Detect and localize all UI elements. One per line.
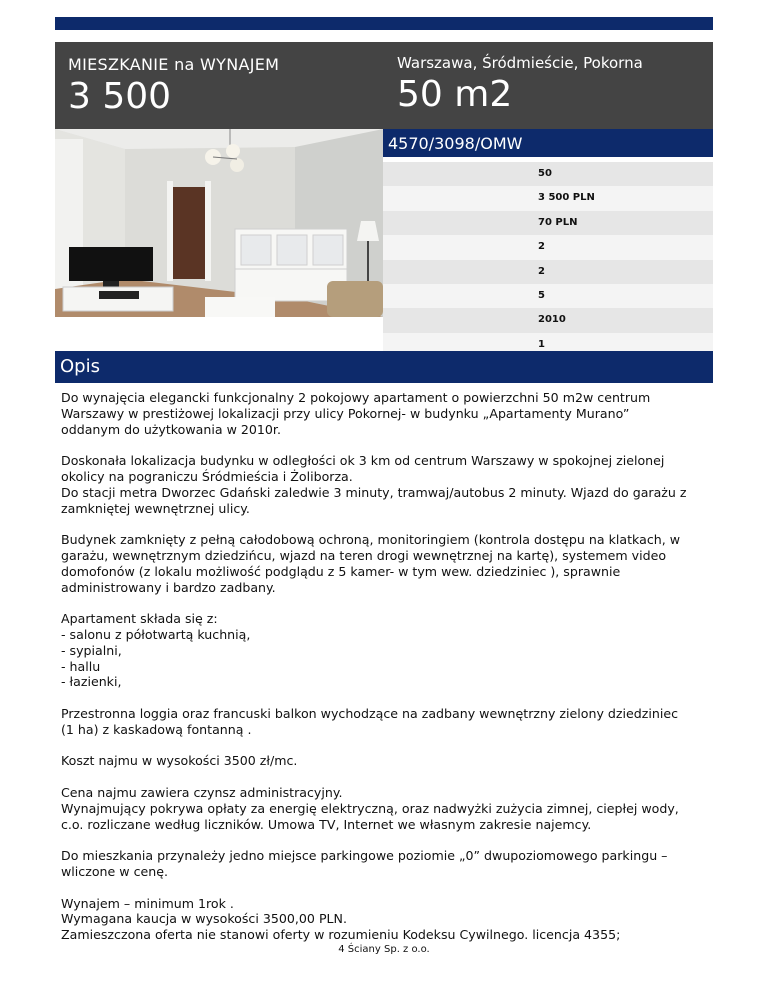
description-paragraph [61, 785, 711, 832]
parameter-value: 1 [383, 333, 713, 357]
description-line: oddanym do użytkowania w 2010r. [61, 421, 281, 437]
offer-price: 3 500 [68, 76, 172, 117]
parameter-value: 2 [383, 235, 713, 259]
description-line: Doskonała lokalizacja budynku w odległości ok 3 km od centrum Warszawy w spokojnej zielonej [61, 453, 665, 469]
description-line: Zamieszczona oferta nie stanowi oferty w rozumieniu Kodeksu Cywilnego. licencja 4355; [61, 927, 621, 943]
offer-type: MIESZKANIE na WYNAJEM [68, 55, 280, 74]
description-line: Wymagana kaucja w wysokości 3500,00 PLN. [61, 911, 347, 927]
description-line: Apartament składa się z: [61, 611, 218, 627]
description-line: wliczone w cenę. [61, 863, 168, 879]
section-title: Opis [55, 351, 713, 383]
description-paragraph [61, 390, 711, 437]
description-line: Koszt najmu w wysokości 3500 zł/mc. [61, 753, 298, 769]
description-line: Wynajem – minimum 1rok . [61, 895, 234, 911]
parameter-value: 3 500 PLN [383, 186, 713, 210]
footer-company: 4 Ściany Sp. z o.o. [338, 944, 430, 955]
description-line: Wynajmujący pokrywa opłaty za energię elektryczną, oraz nadwyżki zużycia zimnej, ciepłej wody, [61, 800, 679, 816]
parameter-value: 50 [383, 162, 713, 186]
description-paragraph [61, 848, 711, 880]
description-line: - sypialni, [61, 642, 122, 658]
apartment-photo [55, 129, 383, 317]
parameter-value: 70 PLN [383, 211, 713, 235]
description-paragraph [61, 753, 711, 769]
description-line: zamkniętej wewnętrznej ulicy. [61, 500, 250, 516]
parameter-value: 2010 [383, 308, 713, 332]
description-line: Przestronna loggia oraz francuski balkon wychodzące na zadbany wewnętrzny zielony dziedziniec [61, 705, 679, 721]
description-line: administrowany i bardzo zadbany. [61, 579, 276, 595]
offer-header [55, 42, 713, 129]
description-paragraph [61, 611, 711, 690]
top-accent-bar [55, 17, 713, 30]
description-paragraph [61, 706, 711, 738]
parameter-value: 2 [383, 260, 713, 284]
parameters-table [383, 162, 713, 357]
reference-number: 4570/3098/OMW [383, 129, 713, 157]
description-line: - hallu [61, 658, 101, 674]
description-line: Do wynajęcia elegancki funkcjonalny 2 pokojowy apartament o powierzchni 50 m2w centrum [61, 390, 651, 405]
offer-location: Warszawa, Śródmieście, Pokorna [397, 54, 643, 72]
description-line: domofonów (z lokalu możliwość podglądu z 5 kamer- w tym wew. dziedziniec ), sprawnie [61, 563, 621, 579]
description-line: okolicy na pograniczu Śródmieścia i Żoliborza. [61, 468, 353, 484]
description-line: Do stacji metra Dworzec Gdański zaledwie 3 minuty, tramwaj/autobus 2 minuty. Wjazd do garażu z [61, 484, 687, 500]
description [61, 390, 711, 959]
parameter-value: 5 [383, 284, 713, 308]
description-line: Cena najmu zawiera czynsz administracyjny. [61, 784, 343, 800]
description-line: c.o. rozliczane według liczników. Umowa TV, Internet we własnym zakresie najemcy. [61, 816, 592, 832]
description-line: Do mieszkania przynależy jedno miejsce parkingowe poziomie „0” dwupoziomowego parkingu – [61, 848, 668, 864]
description-paragraph [61, 532, 711, 595]
description-line: Warszawy w prestiżowej lokalizacji przy ulicy Pokornej- w budynku „Apartamenty Murano” [61, 405, 630, 421]
description-line: (1 ha) z kaskadową fontanną . [61, 721, 252, 737]
description-paragraph [61, 453, 711, 516]
description-line: - łazienki, [61, 674, 122, 690]
description-paragraph [61, 896, 711, 943]
description-line: - salonu z półotwartą kuchnią, [61, 626, 251, 642]
description-line: garażu, wewnętrznym dziedzińcu, wjazd na teren drogi wewnętrznej na kartę), systemem video [61, 547, 667, 563]
offer-area: 50 m2 [397, 74, 513, 115]
description-line: Budynek zamknięty z pełną całodobową ochroną, monitoringiem (kontrola dostępu na klatkach, w [61, 532, 681, 548]
